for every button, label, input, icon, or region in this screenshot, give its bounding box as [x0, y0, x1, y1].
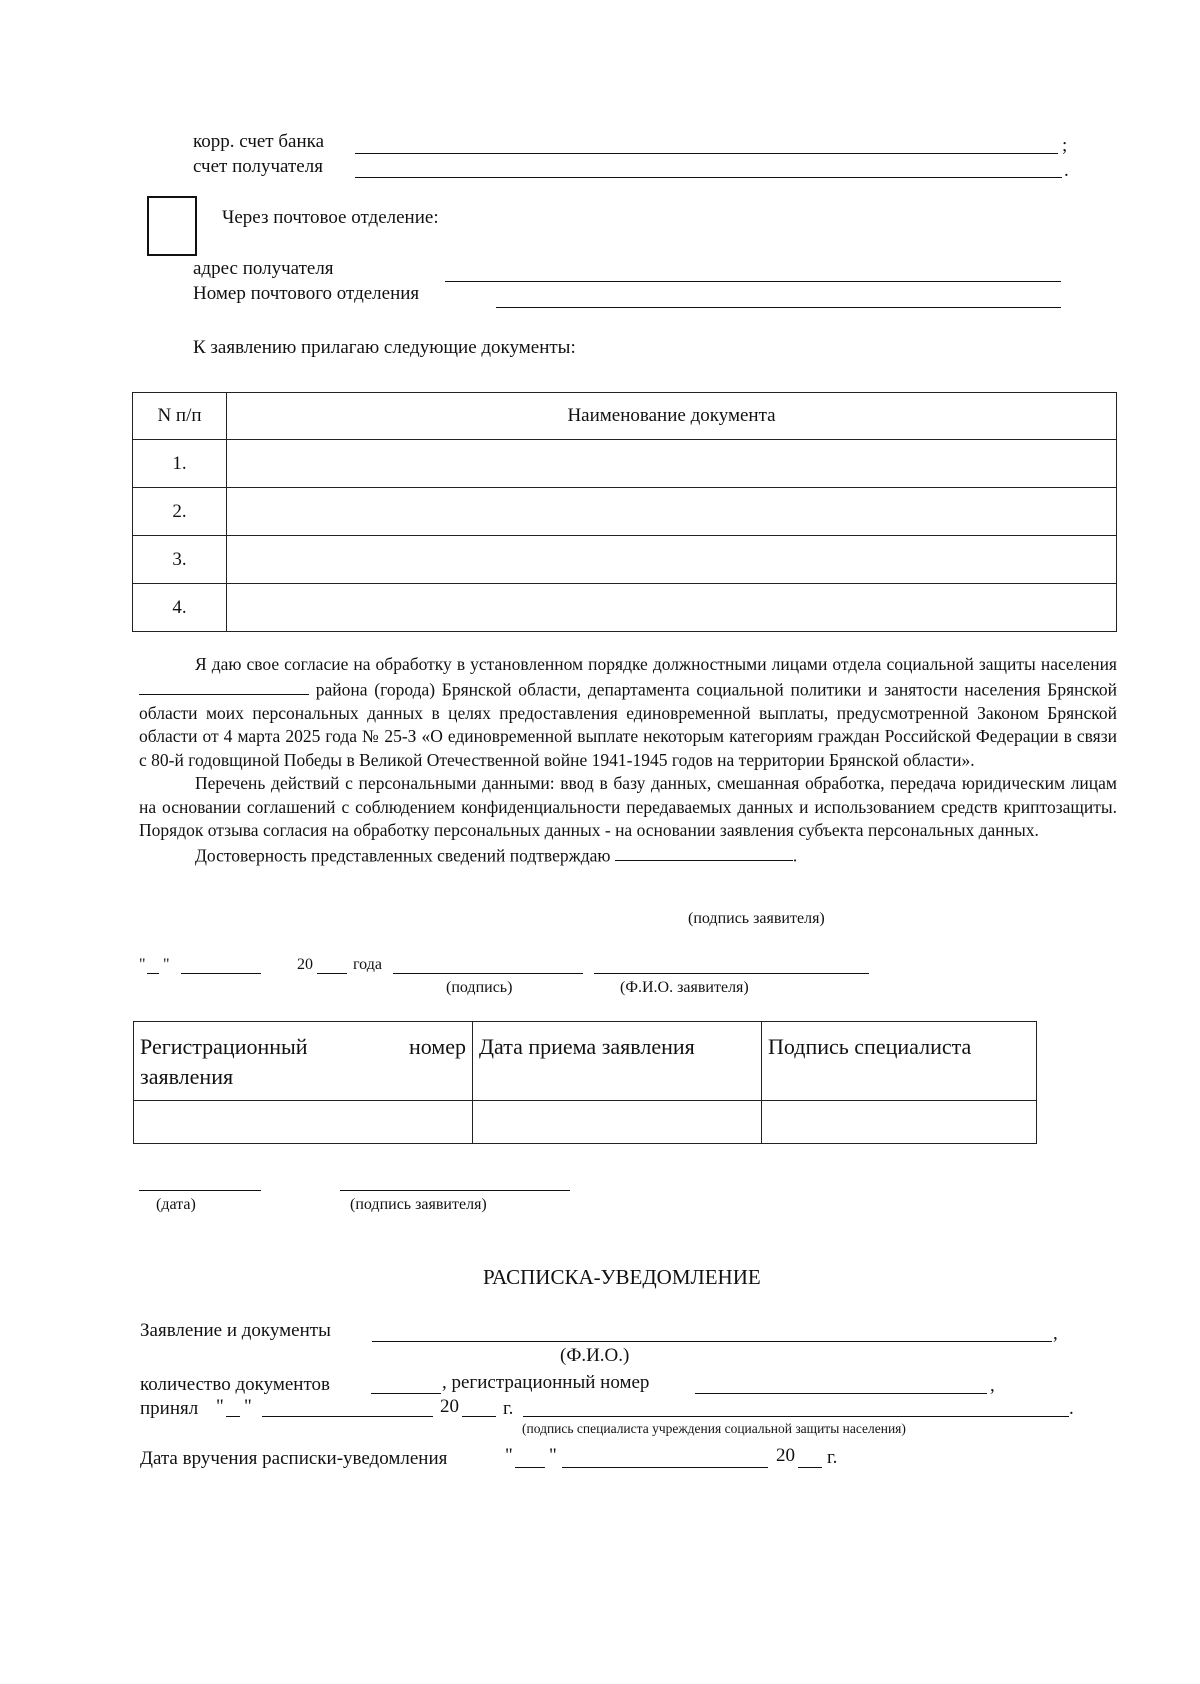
receipt-title: РАСПИСКА-УВЕДОМЛЕНИЕ [483, 1265, 761, 1289]
table-row [134, 1101, 1037, 1144]
receipt-count-label: количество документов [140, 1374, 330, 1395]
receipt-fio-caption: (Ф.И.О.) [560, 1345, 630, 1366]
registration-word-2: номер [408, 1034, 466, 1059]
date-quote-open: " [139, 956, 146, 973]
attachment-name-cell[interactable] [227, 440, 1117, 488]
confirm-signature-field[interactable] [615, 843, 793, 862]
receipt-delivery-day-field[interactable] [515, 1467, 545, 1468]
receipt-docs-end: , [1053, 1323, 1058, 1344]
day-field[interactable] [147, 973, 159, 974]
attachments-intro: К заявлению прилагаю следующие документы: [193, 337, 576, 358]
receipt-accepted-end: . [1069, 1398, 1074, 1419]
table-row [133, 584, 1117, 632]
attachment-name-cell[interactable] [227, 488, 1117, 536]
post-office-number-field[interactable] [496, 307, 1061, 308]
attachment-name-cell[interactable] [227, 536, 1117, 584]
table-row [133, 536, 1117, 584]
receipt-count-field[interactable] [371, 1393, 441, 1394]
attachments-header-name: Наименование документа [227, 393, 1117, 440]
footer-signature-caption: (подпись заявителя) [350, 1196, 487, 1213]
recipient-account-field[interactable] [355, 177, 1062, 178]
receipt-date-header: Дата приема заявления [473, 1022, 762, 1101]
receipt-year-prefix: 20 [440, 1396, 459, 1417]
receipt-specialist-signature-field[interactable] [523, 1416, 1069, 1417]
year-prefix: 20 [297, 956, 313, 973]
registration-word-1: Регистрационный [140, 1034, 308, 1059]
applicant-fio-field[interactable] [594, 973, 869, 974]
receipt-year-suffix: г. [503, 1398, 514, 1419]
registration-number-cell[interactable] [134, 1101, 473, 1144]
date-quote-close: " [163, 956, 170, 973]
receipt-delivery-quote-open: " [505, 1445, 513, 1466]
post-office-option-label: Через почтовое отделение: [222, 207, 439, 228]
corr-account-label: корр. счет банка [193, 131, 325, 152]
specialist-signature-header: Подпись специалиста [762, 1022, 1037, 1101]
specialist-signature-cell[interactable] [762, 1101, 1037, 1144]
receipt-quote-open: " [216, 1396, 224, 1417]
registration-header-row [134, 1022, 1037, 1101]
receipt-date-cell[interactable] [473, 1101, 762, 1144]
receipt-delivery-year-suffix: г. [827, 1447, 838, 1468]
recipient-account-label: счет получателя [193, 156, 323, 177]
receipt-docs-label: Заявление и документы [140, 1320, 331, 1341]
receipt-reg-number-label: , регистрационный номер [442, 1372, 650, 1393]
consent-p1-start: Я даю свое согласие на обработку в установленном порядке должностными лицами отдела социальной защиты населения [195, 654, 1117, 674]
receipt-fio-field[interactable] [372, 1341, 1052, 1342]
receipt-delivery-year-prefix: 20 [776, 1445, 795, 1466]
corr-account-end: ; [1062, 135, 1068, 156]
receipt-day-field[interactable] [226, 1416, 240, 1417]
footer-date-field[interactable] [139, 1190, 261, 1191]
year-field[interactable] [317, 973, 347, 974]
registration-table [133, 1021, 1037, 1144]
fio-caption: (Ф.И.О. заявителя) [620, 979, 749, 996]
consent-paragraph-3 [139, 843, 1117, 868]
year-word: года [353, 956, 382, 973]
attachment-row-number: 2. [133, 488, 227, 536]
applicant-signature-field[interactable] [393, 973, 583, 974]
receipt-specialist-caption: (подпись специалиста учреждения социальной защиты населения) [522, 1421, 906, 1436]
corr-account-field[interactable] [355, 153, 1058, 154]
attachment-row-number: 3. [133, 536, 227, 584]
registration-number-header [134, 1022, 473, 1101]
attachments-header-row [133, 393, 1117, 440]
signature-caption: (подпись) [446, 979, 513, 996]
footer-date-caption: (дата) [156, 1196, 196, 1213]
consent-p1-end: района (города) Брянской области, департамента социальной политики и занятости населения Брянской области моих персональных данных в целях предоставления единовременной выплаты, предусмотренной Законом Брянской области от 4 марта 2025 года № 25-З «О единовременной выплате некоторым категориям граждан Российской Федерации в связи с 80-й годовщиной Победы в Великой Отечественной войне 1941-1945 годов на территории Брянской области». [139, 679, 1118, 770]
receipt-delivery-month-field[interactable] [562, 1467, 768, 1468]
receipt-accepted-label: принял [140, 1398, 199, 1419]
attachment-name-cell[interactable] [227, 584, 1117, 632]
attachments-header-number: N п/п [133, 393, 227, 440]
post-office-checkbox[interactable] [147, 196, 197, 256]
table-row [133, 440, 1117, 488]
receipt-reg-number-field[interactable] [695, 1393, 987, 1394]
receipt-delivery-quote-close: " [549, 1445, 557, 1466]
recipient-address-label: адрес получателя [193, 258, 334, 279]
receipt-reg-number-end: , [990, 1375, 995, 1396]
recipient-account-end: . [1064, 160, 1069, 181]
confirm-end: . [792, 845, 798, 865]
consent-paragraph-2: Перечень действий с персональными данными: ввод в базу данных, смешанная обработка, передача юридическим лицам на основании соглашений с соблюдением конфиденциальности передаваемых данных и использованием средств криптозащиты. Порядок отзыва согласия на обработку персональных данных - на основании заявления субъекта персональных данных. [139, 773, 1117, 840]
attachment-row-number: 1. [133, 440, 227, 488]
receipt-year-field[interactable] [462, 1416, 496, 1417]
receipt-delivery-label: Дата вручения расписки-уведомления [140, 1448, 448, 1469]
confirm-signature-caption: (подпись заявителя) [688, 910, 825, 927]
consent-text [139, 653, 1117, 868]
attachment-row-number: 4. [133, 584, 227, 632]
confirm-text: Достоверность представленных сведений подтверждаю [195, 845, 611, 865]
recipient-address-field[interactable] [445, 281, 1061, 282]
registration-word-3: заявления [140, 1064, 234, 1089]
receipt-delivery-year-field[interactable] [798, 1467, 822, 1468]
receipt-month-field[interactable] [262, 1416, 433, 1417]
post-office-number-label: Номер почтового отделения [193, 283, 420, 304]
receipt-quote-close: " [244, 1396, 252, 1417]
table-row [133, 488, 1117, 536]
footer-signature-field[interactable] [340, 1190, 570, 1191]
district-field[interactable] [139, 677, 309, 696]
month-field[interactable] [181, 973, 261, 974]
consent-paragraph-1 [139, 653, 1117, 772]
attachments-table [132, 392, 1117, 632]
